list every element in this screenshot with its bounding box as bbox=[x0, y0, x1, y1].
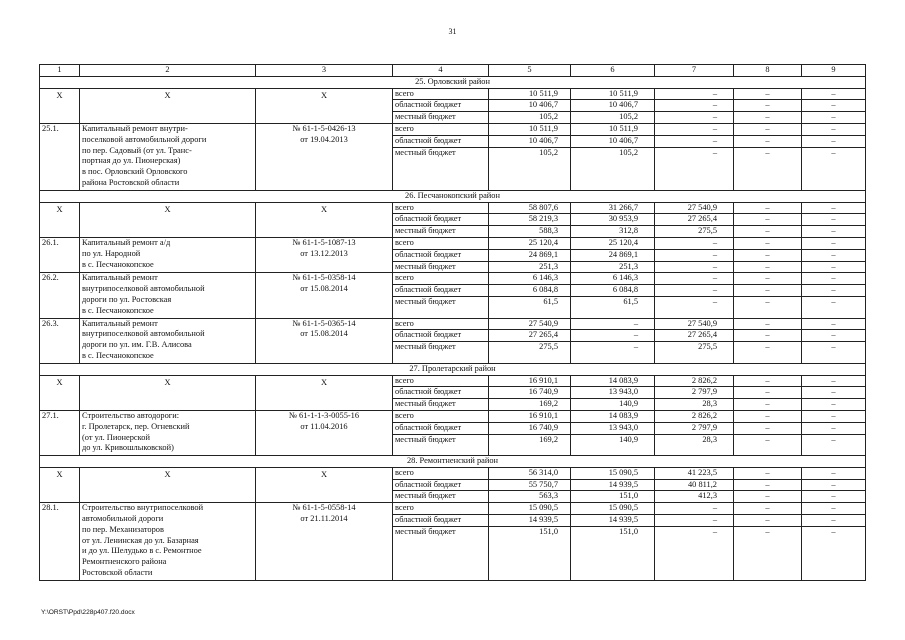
item-row bbox=[40, 503, 866, 515]
summary-x-mark: Х bbox=[256, 88, 393, 123]
value-col-8: – bbox=[734, 202, 802, 214]
value-col-6: 25 120,4 bbox=[571, 237, 655, 249]
budget-label: областной бюджет bbox=[393, 515, 489, 527]
value-col-6: 140,9 bbox=[571, 434, 655, 456]
value-col-7: – bbox=[655, 515, 734, 527]
value-col-6: 151,0 bbox=[571, 491, 655, 503]
item-number: 26.3. bbox=[40, 318, 80, 363]
item-name-line: Капитальный ремонт bbox=[82, 318, 158, 328]
item-name-line: Строительство автодороги: bbox=[82, 410, 180, 420]
value-col-8: – bbox=[734, 100, 802, 112]
value-col-6: 15 090,5 bbox=[571, 467, 655, 479]
value-col-6: – bbox=[571, 318, 655, 330]
value-col-9: – bbox=[802, 503, 866, 515]
value-col-8: – bbox=[734, 226, 802, 238]
item-name-line: от ул. Ленинская до ул. Базарная bbox=[82, 535, 199, 545]
budget-label: всего bbox=[393, 467, 489, 479]
value-col-9: – bbox=[802, 330, 866, 342]
item-name-line: в с. Песчанокопское bbox=[82, 350, 154, 360]
value-col-6: – bbox=[571, 330, 655, 342]
item-name-line: Ростовской области bbox=[82, 568, 153, 578]
value-col-7: – bbox=[655, 526, 734, 580]
budget-label: областной бюджет bbox=[393, 479, 489, 491]
value-col-7: – bbox=[655, 296, 734, 318]
section-title: 27. Пролетарский район bbox=[40, 363, 866, 375]
value-col-9: – bbox=[802, 342, 866, 364]
col-header-2: 2 bbox=[80, 65, 256, 77]
value-col-8: – bbox=[734, 88, 802, 100]
value-col-7: 28,3 bbox=[655, 399, 734, 411]
value-col-6: 10 406,7 bbox=[571, 100, 655, 112]
item-document bbox=[256, 237, 393, 272]
value-col-8: – bbox=[734, 112, 802, 124]
value-col-7: – bbox=[655, 100, 734, 112]
item-document-line: от 15.08.2014 bbox=[300, 284, 348, 294]
budget-label: областной бюджет bbox=[393, 214, 489, 226]
value-col-8: – bbox=[734, 249, 802, 261]
summary-row bbox=[40, 202, 866, 214]
value-col-5: 24 869,1 bbox=[489, 249, 571, 261]
summary-x-mark: Х bbox=[256, 202, 393, 237]
value-col-8: – bbox=[734, 479, 802, 491]
item-number: 28.1. bbox=[40, 503, 80, 581]
value-col-6: 13 943,0 bbox=[571, 422, 655, 434]
value-col-6: 251,3 bbox=[571, 261, 655, 273]
value-col-9: – bbox=[802, 422, 866, 434]
value-col-8: – bbox=[734, 147, 802, 190]
summary-x-mark: Х bbox=[40, 88, 80, 123]
item-name bbox=[80, 273, 256, 318]
item-name-line: в с. Песчанокопское bbox=[82, 305, 154, 315]
value-col-9: – bbox=[802, 296, 866, 318]
budget-label: всего bbox=[393, 123, 489, 135]
value-col-5: 56 314,0 bbox=[489, 467, 571, 479]
value-col-6: 24 869,1 bbox=[571, 249, 655, 261]
value-col-6: 105,2 bbox=[571, 112, 655, 124]
value-col-8: – bbox=[734, 387, 802, 399]
value-col-7: – bbox=[655, 123, 734, 135]
value-col-5: 25 120,4 bbox=[489, 237, 571, 249]
item-document-line: от 19.04.2013 bbox=[300, 134, 348, 144]
item-document-line: № 61-1-5-0426-13 bbox=[292, 123, 356, 133]
value-col-6: 31 266,7 bbox=[571, 202, 655, 214]
budget-label: местный бюджет bbox=[393, 526, 489, 580]
value-col-6: 10 406,7 bbox=[571, 135, 655, 147]
item-number: 27.1. bbox=[40, 410, 80, 455]
budget-label: всего bbox=[393, 202, 489, 214]
value-col-7: – bbox=[655, 249, 734, 261]
value-col-6: 140,9 bbox=[571, 399, 655, 411]
item-name bbox=[80, 237, 256, 272]
value-col-8: – bbox=[734, 123, 802, 135]
budget-label: областной бюджет bbox=[393, 100, 489, 112]
value-col-9: – bbox=[802, 273, 866, 285]
value-col-5: 151,0 bbox=[489, 526, 571, 580]
item-name-line: дороги по ул. Ростовская bbox=[82, 294, 172, 304]
value-col-5: 251,3 bbox=[489, 261, 571, 273]
value-col-8: – bbox=[734, 375, 802, 387]
budget-label: местный бюджет bbox=[393, 226, 489, 238]
value-col-9: – bbox=[802, 249, 866, 261]
item-name-line: по ул. Народной bbox=[82, 248, 141, 258]
value-col-7: – bbox=[655, 237, 734, 249]
value-col-7: 28,3 bbox=[655, 434, 734, 456]
value-col-5: 10 511,9 bbox=[489, 123, 571, 135]
value-col-7: 27 265,4 bbox=[655, 214, 734, 226]
col-header-8: 8 bbox=[734, 65, 802, 77]
value-col-8: – bbox=[734, 434, 802, 456]
col-header-5: 5 bbox=[489, 65, 571, 77]
value-col-7: 27 540,9 bbox=[655, 318, 734, 330]
value-col-6: 61,5 bbox=[571, 296, 655, 318]
item-document-line: № 61-1-5-0365-14 bbox=[292, 318, 356, 328]
value-col-7: 27 265,4 bbox=[655, 330, 734, 342]
value-col-5: 27 540,9 bbox=[489, 318, 571, 330]
value-col-6: 312,8 bbox=[571, 226, 655, 238]
value-col-8: – bbox=[734, 285, 802, 297]
item-name bbox=[80, 123, 256, 190]
summary-row bbox=[40, 375, 866, 387]
summary-x-mark: Х bbox=[40, 202, 80, 237]
section-title: 26. Песчанокопский район bbox=[40, 190, 866, 202]
col-header-4: 4 bbox=[393, 65, 489, 77]
value-col-7: 2 826,2 bbox=[655, 410, 734, 422]
item-name bbox=[80, 410, 256, 455]
value-col-6: 30 953,9 bbox=[571, 214, 655, 226]
section-title: 25. Орловский район bbox=[40, 76, 866, 88]
summary-x-mark: Х bbox=[256, 467, 393, 502]
budget-label: местный бюджет bbox=[393, 296, 489, 318]
value-col-9: – bbox=[802, 318, 866, 330]
value-col-8: – bbox=[734, 491, 802, 503]
value-col-5: 169,2 bbox=[489, 399, 571, 411]
item-document-line: № 61-1-5-0558-14 bbox=[292, 503, 356, 513]
value-col-7: 275,5 bbox=[655, 342, 734, 364]
value-col-8: – bbox=[734, 467, 802, 479]
budget-label: местный бюджет bbox=[393, 399, 489, 411]
section-title-row bbox=[40, 190, 866, 202]
value-col-9: – bbox=[802, 100, 866, 112]
value-col-9: – bbox=[802, 237, 866, 249]
value-col-5: 14 939,5 bbox=[489, 515, 571, 527]
value-col-5: 61,5 bbox=[489, 296, 571, 318]
summary-x-mark: Х bbox=[40, 375, 80, 410]
item-name-line: Ремонтненского района bbox=[82, 557, 167, 567]
value-col-9: – bbox=[802, 214, 866, 226]
item-row bbox=[40, 318, 866, 330]
value-col-6: – bbox=[571, 342, 655, 364]
value-col-9: – bbox=[802, 387, 866, 399]
value-col-8: – bbox=[734, 135, 802, 147]
section-title-row bbox=[40, 76, 866, 88]
value-col-9: – bbox=[802, 479, 866, 491]
value-col-5: 563,3 bbox=[489, 491, 571, 503]
budget-label: областной бюджет bbox=[393, 330, 489, 342]
value-col-5: 58 219,3 bbox=[489, 214, 571, 226]
item-name-line: и до ул. Шелудько в с. Ремонтное bbox=[82, 546, 202, 556]
col-header-7: 7 bbox=[655, 65, 734, 77]
item-name-line: по пер. Механизаторов bbox=[82, 524, 164, 534]
item-name-line: Строительство внутрипоселковой bbox=[82, 503, 204, 513]
value-col-5: 10 511,9 bbox=[489, 88, 571, 100]
value-col-9: – bbox=[802, 375, 866, 387]
value-col-8: – bbox=[734, 261, 802, 273]
value-col-5: 105,2 bbox=[489, 112, 571, 124]
value-col-6: 13 943,0 bbox=[571, 387, 655, 399]
value-col-8: – bbox=[734, 526, 802, 580]
value-col-7: – bbox=[655, 503, 734, 515]
value-col-8: – bbox=[734, 515, 802, 527]
budget-label: всего bbox=[393, 503, 489, 515]
item-document-line: от 13.12.2013 bbox=[300, 248, 348, 258]
value-col-9: – bbox=[802, 491, 866, 503]
item-row bbox=[40, 237, 866, 249]
item-name-line: района Ростовской области bbox=[82, 177, 180, 187]
value-col-8: – bbox=[734, 410, 802, 422]
item-name-line: Капитальный ремонт внутри- bbox=[82, 123, 188, 133]
value-col-9: – bbox=[802, 515, 866, 527]
value-col-5: 105,2 bbox=[489, 147, 571, 190]
item-document bbox=[256, 503, 393, 581]
value-col-9: – bbox=[802, 285, 866, 297]
value-col-9: – bbox=[802, 434, 866, 456]
header-row bbox=[40, 65, 866, 77]
value-col-5: 6 084,8 bbox=[489, 285, 571, 297]
value-col-8: – bbox=[734, 296, 802, 318]
budget-label: местный бюджет bbox=[393, 147, 489, 190]
item-name-line: до ул. Кривошлыковской) bbox=[82, 443, 174, 453]
value-col-7: – bbox=[655, 147, 734, 190]
value-col-7: – bbox=[655, 135, 734, 147]
item-name-line: внутрипоселковой автомобильной bbox=[82, 284, 205, 294]
value-col-5: 58 807,6 bbox=[489, 202, 571, 214]
value-col-5: 16 740,9 bbox=[489, 387, 571, 399]
item-name-line: г. Пролетарск, пер. Огневский bbox=[82, 421, 190, 431]
value-col-6: 6 084,8 bbox=[571, 285, 655, 297]
value-col-6: 15 090,5 bbox=[571, 503, 655, 515]
value-col-6: 151,0 bbox=[571, 526, 655, 580]
item-name-line: по пер. Садовый (от ул. Транс- bbox=[82, 145, 192, 155]
budget-label: областной бюджет bbox=[393, 285, 489, 297]
item-document-line: от 11.04.2016 bbox=[300, 421, 348, 431]
value-col-6: 10 511,9 bbox=[571, 88, 655, 100]
item-name bbox=[80, 318, 256, 363]
table-body bbox=[40, 65, 866, 581]
summary-x-mark: Х bbox=[80, 375, 256, 410]
value-col-8: – bbox=[734, 318, 802, 330]
value-col-5: 10 406,7 bbox=[489, 135, 571, 147]
value-col-7: – bbox=[655, 273, 734, 285]
item-document bbox=[256, 273, 393, 318]
value-col-5: 169,2 bbox=[489, 434, 571, 456]
file-path-footer: Y:\ORST\Ppd\228p407.f20.docx bbox=[41, 609, 135, 616]
section-title-row bbox=[40, 363, 866, 375]
budget-label: всего bbox=[393, 375, 489, 387]
value-col-6: 14 939,5 bbox=[571, 479, 655, 491]
value-col-7: 40 811,2 bbox=[655, 479, 734, 491]
value-col-7: 2 797,9 bbox=[655, 422, 734, 434]
value-col-6: 6 146,3 bbox=[571, 273, 655, 285]
item-document-line: от 15.08.2014 bbox=[300, 329, 348, 339]
budget-label: местный бюджет bbox=[393, 491, 489, 503]
value-col-9: – bbox=[802, 202, 866, 214]
value-col-7: 27 540,9 bbox=[655, 202, 734, 214]
value-col-6: 10 511,9 bbox=[571, 123, 655, 135]
summary-row bbox=[40, 467, 866, 479]
value-col-7: – bbox=[655, 112, 734, 124]
item-document bbox=[256, 318, 393, 363]
item-document-line: № 61-1-5-1087-13 bbox=[292, 237, 356, 247]
value-col-9: – bbox=[802, 526, 866, 580]
budget-label: местный бюджет bbox=[393, 434, 489, 456]
item-number: 25.1. bbox=[40, 123, 80, 190]
item-row bbox=[40, 410, 866, 422]
col-header-9: 9 bbox=[802, 65, 866, 77]
value-col-6: 14 939,5 bbox=[571, 515, 655, 527]
value-col-8: – bbox=[734, 342, 802, 364]
item-document bbox=[256, 410, 393, 455]
col-header-3: 3 bbox=[256, 65, 393, 77]
item-number: 26.2. bbox=[40, 273, 80, 318]
value-col-9: – bbox=[802, 410, 866, 422]
value-col-9: – bbox=[802, 399, 866, 411]
value-col-5: 275,5 bbox=[489, 342, 571, 364]
page-number: 31 bbox=[448, 27, 457, 36]
value-col-7: 275,5 bbox=[655, 226, 734, 238]
value-col-9: – bbox=[802, 123, 866, 135]
value-col-9: – bbox=[802, 467, 866, 479]
budget-label: всего bbox=[393, 237, 489, 249]
item-name-line: портная до ул. Пионерская) bbox=[82, 156, 181, 166]
budget-label: областной бюджет bbox=[393, 387, 489, 399]
value-col-9: – bbox=[802, 88, 866, 100]
budget-label: местный бюджет bbox=[393, 112, 489, 124]
value-col-7: – bbox=[655, 88, 734, 100]
col-header-1: 1 bbox=[40, 65, 80, 77]
value-col-7: – bbox=[655, 285, 734, 297]
summary-x-mark: Х bbox=[40, 467, 80, 502]
budget-label: местный бюджет bbox=[393, 261, 489, 273]
budget-label: всего bbox=[393, 88, 489, 100]
value-col-5: 16 910,1 bbox=[489, 410, 571, 422]
budget-label: областной бюджет bbox=[393, 249, 489, 261]
item-name-line: дороги по ул. им. Г.В. Алисова bbox=[82, 340, 192, 350]
value-col-6: 14 083,9 bbox=[571, 375, 655, 387]
item-name-line: Капитальный ремонт bbox=[82, 273, 158, 283]
value-col-8: – bbox=[734, 330, 802, 342]
summary-x-mark: Х bbox=[80, 467, 256, 502]
value-col-6: 14 083,9 bbox=[571, 410, 655, 422]
value-col-8: – bbox=[734, 422, 802, 434]
value-col-5: 27 265,4 bbox=[489, 330, 571, 342]
summary-x-mark: Х bbox=[256, 375, 393, 410]
value-col-8: – bbox=[734, 237, 802, 249]
value-col-7: – bbox=[655, 261, 734, 273]
value-col-9: – bbox=[802, 226, 866, 238]
value-col-5: 588,3 bbox=[489, 226, 571, 238]
value-col-8: – bbox=[734, 214, 802, 226]
value-col-5: 16 740,9 bbox=[489, 422, 571, 434]
item-document-line: № 61-1-5-0358-14 bbox=[292, 273, 356, 283]
value-col-9: – bbox=[802, 112, 866, 124]
value-col-9: – bbox=[802, 147, 866, 190]
value-col-9: – bbox=[802, 261, 866, 273]
item-name-line: Капитальный ремонт а/д bbox=[82, 237, 171, 247]
item-name bbox=[80, 503, 256, 581]
item-name-line: автомобильной дороги bbox=[82, 514, 164, 524]
item-number: 26.1. bbox=[40, 237, 80, 272]
budget-label: всего bbox=[393, 410, 489, 422]
item-name-line: внутрипоселковой автомобильной bbox=[82, 329, 205, 339]
item-name-line: (от ул. Пионерской bbox=[82, 432, 150, 442]
item-document-line: от 21.11.2014 bbox=[300, 514, 348, 524]
budget-label: местный бюджет bbox=[393, 342, 489, 364]
item-row bbox=[40, 273, 866, 285]
section-title: 28. Ремонтненский район bbox=[40, 456, 866, 468]
budget-label: всего bbox=[393, 318, 489, 330]
summary-x-mark: Х bbox=[80, 202, 256, 237]
value-col-8: – bbox=[734, 503, 802, 515]
summary-row bbox=[40, 88, 866, 100]
item-name-line: в с. Песчанокопское bbox=[82, 259, 154, 269]
item-document-line: № 61-1-1-3-0055-16 bbox=[288, 410, 360, 420]
value-col-5: 55 750,7 bbox=[489, 479, 571, 491]
value-col-5: 6 146,3 bbox=[489, 273, 571, 285]
item-name-line: поселковой автомобильной дороги bbox=[82, 134, 207, 144]
summary-x-mark: Х bbox=[80, 88, 256, 123]
budget-label: областной бюджет bbox=[393, 422, 489, 434]
budget-table bbox=[39, 64, 866, 581]
value-col-5: 15 090,5 bbox=[489, 503, 571, 515]
value-col-7: 412,3 bbox=[655, 491, 734, 503]
item-document bbox=[256, 123, 393, 190]
value-col-8: – bbox=[734, 399, 802, 411]
item-row bbox=[40, 123, 866, 135]
value-col-6: 105,2 bbox=[571, 147, 655, 190]
value-col-5: 16 910,1 bbox=[489, 375, 571, 387]
value-col-7: 2 826,2 bbox=[655, 375, 734, 387]
value-col-7: 41 223,5 bbox=[655, 467, 734, 479]
value-col-7: 2 797,9 bbox=[655, 387, 734, 399]
value-col-8: – bbox=[734, 273, 802, 285]
value-col-9: – bbox=[802, 135, 866, 147]
budget-label: областной бюджет bbox=[393, 135, 489, 147]
item-name-line: в пос. Орловский Орловского bbox=[82, 167, 188, 177]
section-title-row bbox=[40, 456, 866, 468]
col-header-6: 6 bbox=[571, 65, 655, 77]
budget-label: всего bbox=[393, 273, 489, 285]
value-col-5: 10 406,7 bbox=[489, 100, 571, 112]
